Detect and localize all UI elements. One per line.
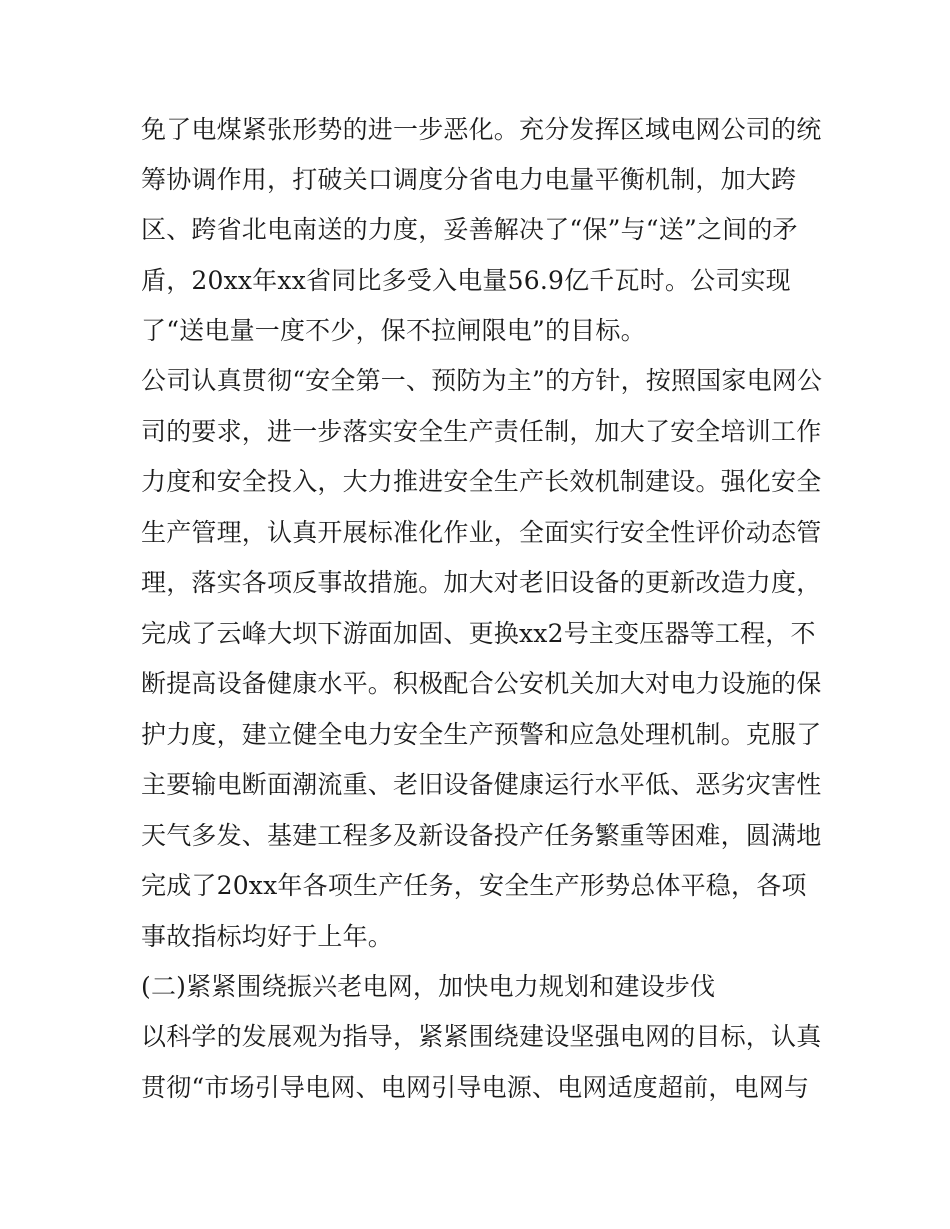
text-line: 区、跨省北电南送的力度，妥善解决了“保”与“送”之间的矛 <box>141 215 798 244</box>
text-line: 完成了云峰大坝下游面加固、更换xx2号主变压器等工程，不 <box>141 619 816 648</box>
text-line: 断提高设备健康水平。积极配合公安机关加大对电力设施的保 <box>141 669 822 698</box>
text-line: 生产管理，认真开展标准化作业，全面实行安全性评价动态管 <box>141 518 822 547</box>
text-line: 了“送电量一度不少，保不拉闸限电”的目标。 <box>141 316 646 345</box>
section-heading: (二)紧紧围绕振兴老电网，加快电力规划和建设步伐 <box>141 972 716 1001</box>
text-line: 筹协调作用，打破关口调度分省电力电量平衡机制，加大跨 <box>141 165 797 194</box>
text-line: 以科学的发展观为指导，紧紧围绕建设坚强电网的目标，认真 <box>141 1022 822 1051</box>
text-line: 盾，20xx年xx省同比多受入电量56.9亿千瓦时。公司实现 <box>141 266 791 295</box>
text-line: 公司认真贯彻“安全第一、预防为主”的方针，按照国家电网公 <box>141 366 823 395</box>
text-line: 事故指标均好于上年。 <box>141 922 394 951</box>
text-line: 理，落实各项反事故措施。加大对老旧设备的更新改造力度， <box>141 568 822 597</box>
text-line: 力度和安全投入，大力推进安全生产长效机制建设。强化安全 <box>141 467 822 496</box>
text-line: 天气多发、基建工程多及新设备投产任务繁重等困难，圆满地 <box>141 821 822 850</box>
text-line: 司的要求，进一步落实安全生产责任制，加大了安全培训工作 <box>141 417 822 446</box>
text-line: 免了电煤紧张形势的进一步恶化。充分发挥区域电网公司的统 <box>141 115 822 144</box>
text-line: 贯彻“市场引导电网、电网引导电源、电网适度超前，电网与 <box>141 1073 810 1102</box>
text-line: 主要输电断面潮流重、老旧设备健康运行水平低、恶劣灾害性 <box>141 770 822 799</box>
text-line: 完成了20xx年各项生产任务，安全生产形势总体平稳，各项 <box>141 871 807 900</box>
text-line: 护力度，建立健全电力安全生产预警和应急处理机制。克服了 <box>141 720 822 749</box>
